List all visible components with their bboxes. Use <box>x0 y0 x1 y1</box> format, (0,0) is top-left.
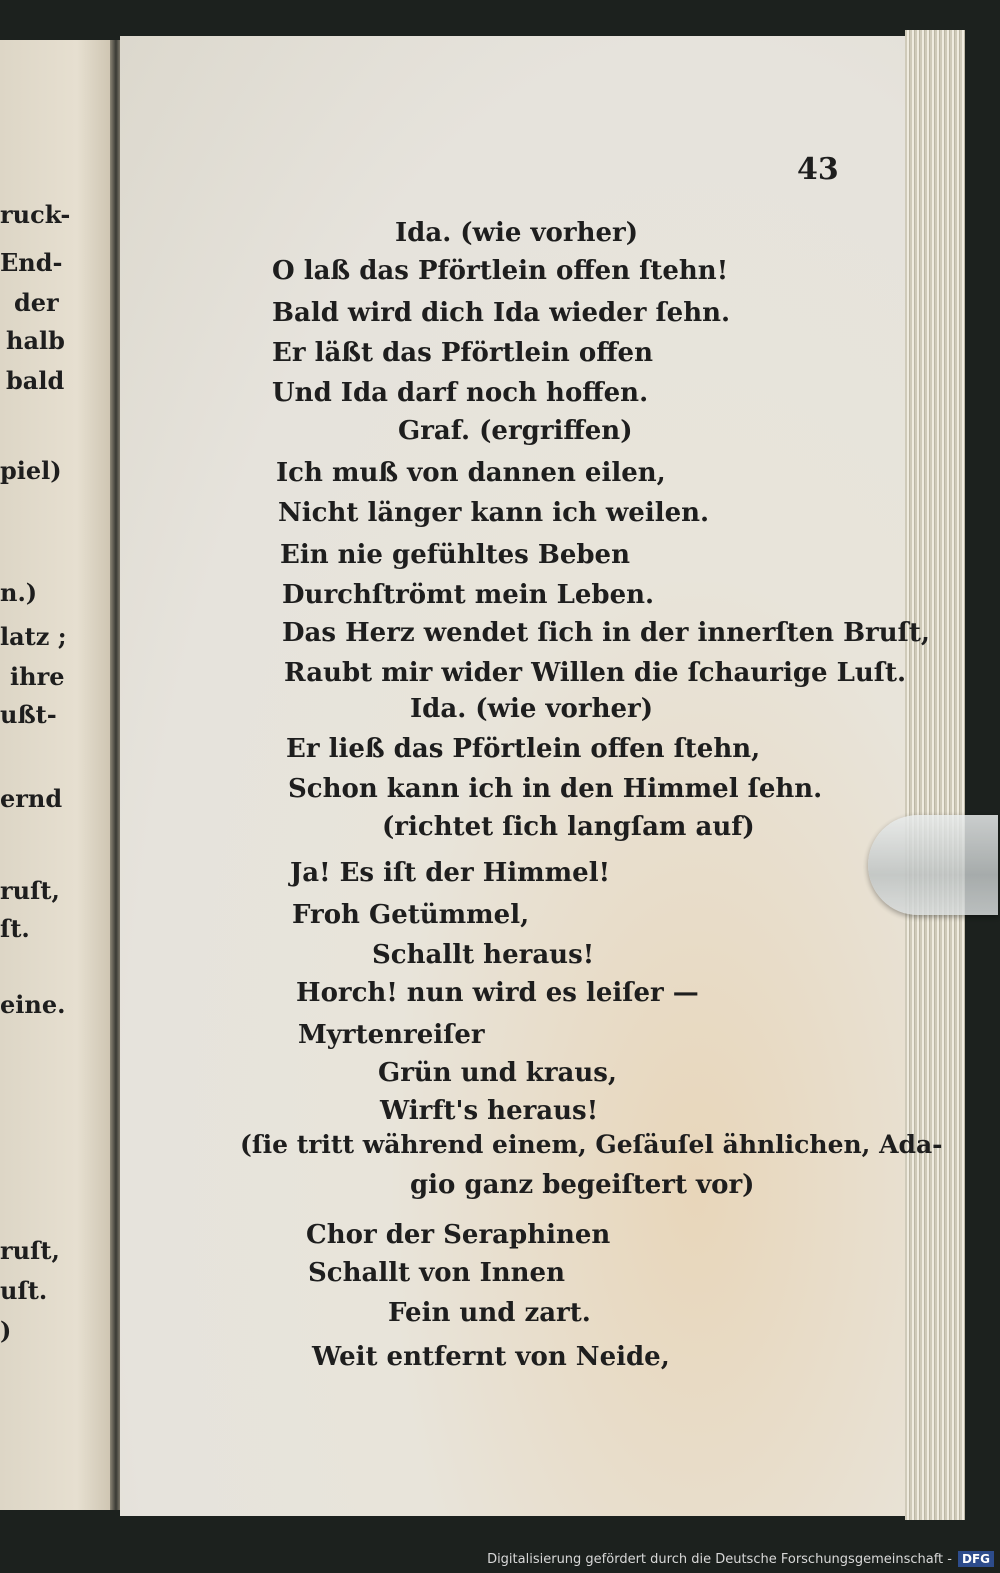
stage-speaker: Graf. (ergriffen) <box>398 416 633 446</box>
left-fragment: ſt. <box>0 914 30 943</box>
verse-line: Das Herz wendet ſich in der innerſten Bruſt, <box>282 618 930 648</box>
left-fragment: n.) <box>0 578 38 607</box>
verse-line: Fein und zart. <box>388 1298 591 1328</box>
verse-line: Raubt mir wider Willen die ſchaurige Luſt. <box>284 658 907 688</box>
stage-speaker: Ida. (wie vorher) <box>410 694 654 724</box>
left-fragment: piel) <box>0 456 62 485</box>
dfg-logo: DFG <box>958 1551 994 1567</box>
verse-line: O laß das Pförtlein offen ſtehn! <box>272 256 729 286</box>
left-fragment: bald <box>6 366 65 395</box>
left-fragment: ihre <box>10 662 65 691</box>
verse-line: Nicht länger kann ich weilen. <box>278 498 710 528</box>
page-clip <box>868 815 998 915</box>
verse-line: Ein nie gefühltes Beben <box>280 540 630 570</box>
verse-line: Myrtenreiſer <box>298 1020 485 1050</box>
verse-line: Er läßt das Pförtlein offen <box>272 338 653 368</box>
left-fragment: eine. <box>0 990 66 1019</box>
left-fragment: ruck- <box>0 200 71 229</box>
credit-text: Digitalisierung gefördert durch die Deutsche Forschungsgemeinschaft - <box>487 1551 952 1567</box>
verse-line: Wirft's heraus! <box>380 1096 599 1126</box>
verse-line: Schallt von Innen <box>308 1258 565 1288</box>
stage-direction: (ſie tritt während einem, Geſäuſel ähnlichen, Ada- <box>240 1130 943 1159</box>
verse-line: Schallt heraus! <box>372 940 595 970</box>
left-fragment: uſt. <box>0 1276 48 1305</box>
stage-direction: (richtet ſich langſam auf) <box>382 812 755 842</box>
left-fragment: End- <box>0 248 63 277</box>
left-fragment: latz ; <box>0 622 67 651</box>
page-edges <box>905 30 965 1520</box>
left-fragment: ruſt, <box>0 1236 60 1265</box>
left-fragment: ) <box>0 1316 12 1345</box>
stage-direction: gio ganz begeiſtert vor) <box>410 1170 755 1200</box>
left-fragment: ußt- <box>0 700 57 729</box>
verse-line: Weit entfernt von Neide, <box>312 1342 670 1372</box>
verse-line: Bald wird dich Ida wieder ſehn. <box>272 298 731 328</box>
verse-line: Froh Getümmel, <box>292 900 530 930</box>
left-fragment: ernd <box>0 784 63 813</box>
verse-line: Grün und kraus, <box>378 1058 617 1088</box>
verse-line: Ich muß von dannen eilen, <box>276 458 666 488</box>
page-number: 43 <box>797 152 839 187</box>
verse-line: Und Ida darf noch hoffen. <box>272 378 649 408</box>
verse-line: Er ließ das Pförtlein offen ſtehn, <box>286 734 761 764</box>
stage-speaker: Ida. (wie vorher) <box>395 218 639 248</box>
left-fragment: ruſt, <box>0 876 60 905</box>
left-fragment: halb <box>6 326 65 355</box>
verse-line: Horch! nun wird es leiſer — <box>296 978 699 1008</box>
verse-line: Ja! Es iſt der Himmel! <box>290 858 611 888</box>
verse-line: Durchſtrömt mein Leben. <box>282 580 655 610</box>
verse-line: Schon kann ich in den Himmel ſehn. <box>288 774 823 804</box>
verse-line: Chor der Seraphinen <box>306 1220 611 1250</box>
left-fragment: der <box>14 288 59 317</box>
digitization-credit <box>487 1551 994 1567</box>
